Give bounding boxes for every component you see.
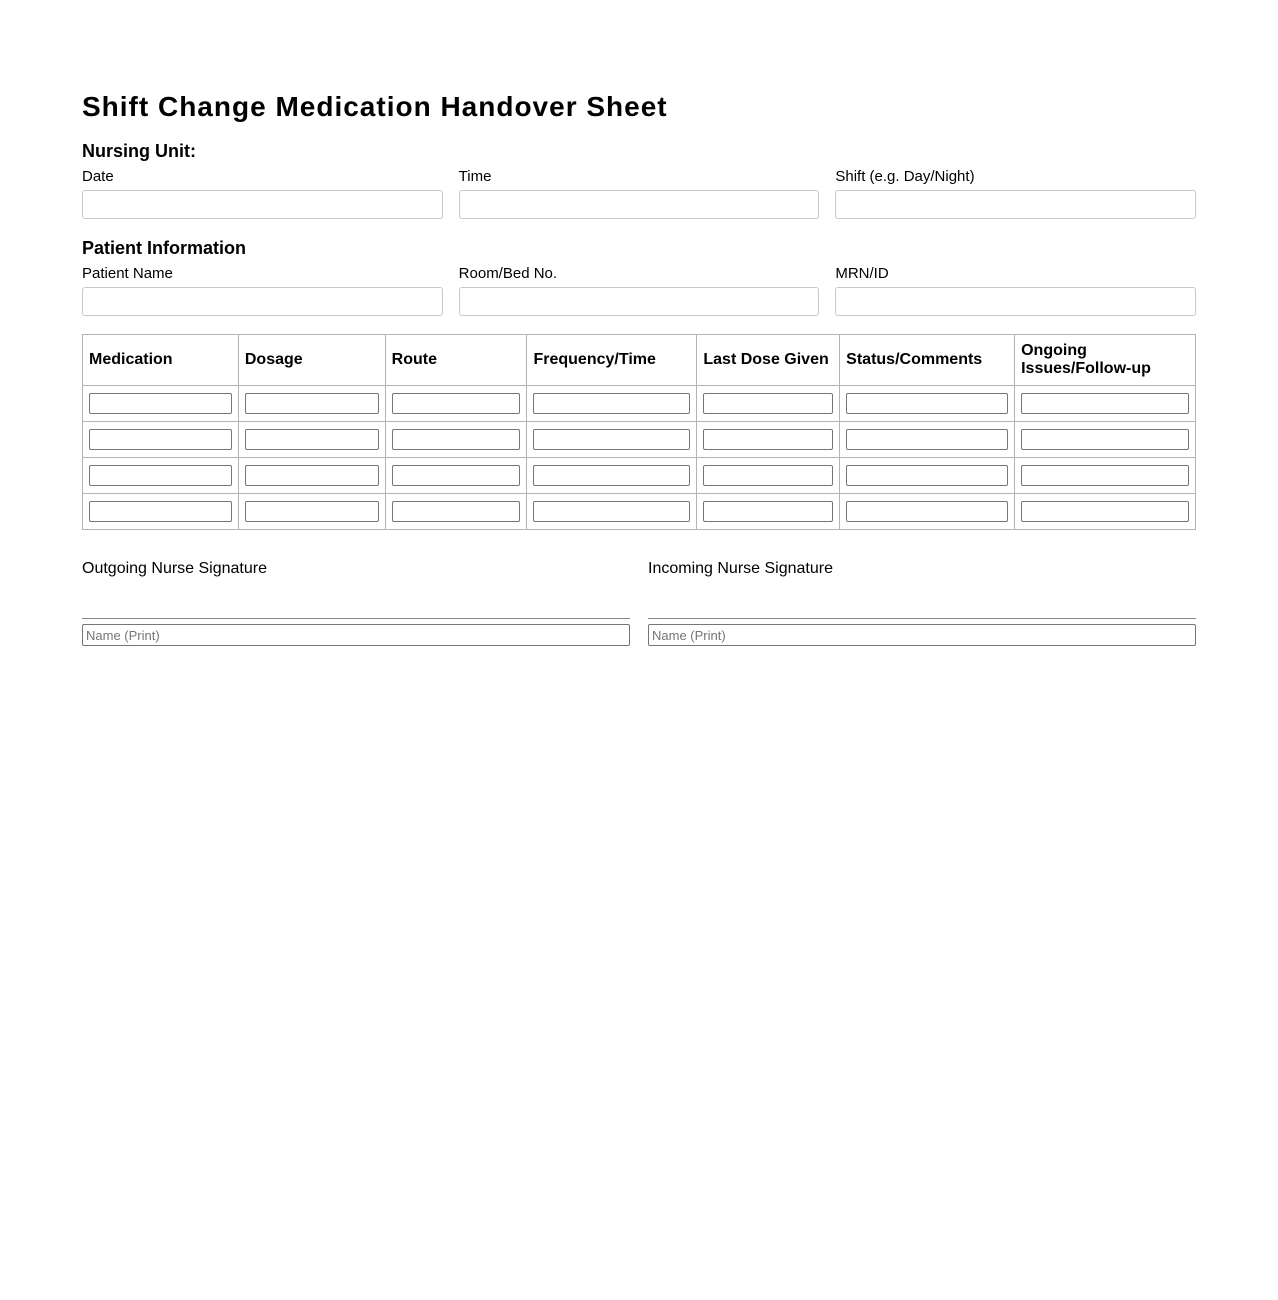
last-dose-input[interactable] [703,501,833,522]
route-input[interactable] [392,465,521,486]
incoming-signature-block [648,560,1196,646]
last-dose-input[interactable] [703,393,833,414]
table-row [83,422,1196,458]
frequency-input[interactable] [533,393,690,414]
signature-section [82,560,1196,646]
outgoing-signature-label: Outgoing Nurse Signature [82,560,267,577]
shift-input[interactable] [835,190,1196,219]
table-row [83,386,1196,422]
col-header-dosage: Dosage [238,335,385,386]
page-title: Shift Change Medication Handover Sheet [82,91,668,122]
patient-name-input[interactable] [82,287,443,316]
medication-input[interactable] [89,429,232,450]
ongoing-issues-input[interactable] [1021,393,1189,414]
status-input[interactable] [846,393,1008,414]
ongoing-issues-input[interactable] [1021,465,1189,486]
table-row [83,458,1196,494]
status-input[interactable] [846,465,1008,486]
shift-label: Shift (e.g. Day/Night) [835,168,975,185]
time-field-group [459,168,820,219]
status-input[interactable] [846,501,1008,522]
patient-name-field-group [82,265,443,316]
incoming-signature-line[interactable] [648,618,1196,619]
ongoing-issues-input[interactable] [1021,429,1189,450]
date-label: Date [82,168,114,185]
col-header-route: Route [385,335,527,386]
last-dose-input[interactable] [703,465,833,486]
room-bed-input[interactable] [459,287,820,316]
handover-sheet [82,88,1196,646]
date-field-group [82,168,443,219]
route-input[interactable] [392,429,521,450]
incoming-name-input[interactable] [648,624,1196,646]
col-header-frequency: Frequency/Time [527,335,697,386]
medication-input[interactable] [89,501,232,522]
table-header-row [83,335,1196,386]
table-row [83,494,1196,530]
col-header-ongoing-issues: Ongoing Issues/Follow-up [1015,335,1196,386]
mrn-input[interactable] [835,287,1196,316]
incoming-signature-label: Incoming Nurse Signature [648,560,833,577]
outgoing-signature-line[interactable] [82,618,630,619]
medication-table [82,334,1196,530]
medication-input[interactable] [89,465,232,486]
nursing-unit-fields [82,168,1196,219]
patient-info-fields [82,265,1196,316]
dosage-input[interactable] [245,501,379,522]
medication-input[interactable] [89,393,232,414]
frequency-input[interactable] [533,429,690,450]
mrn-field-group [835,265,1196,316]
col-header-last-dose: Last Dose Given [697,335,840,386]
dosage-input[interactable] [245,393,379,414]
route-input[interactable] [392,501,521,522]
last-dose-input[interactable] [703,429,833,450]
col-header-status: Status/Comments [840,335,1015,386]
room-bed-label: Room/Bed No. [458,265,558,282]
col-header-medication: Medication [83,335,239,386]
nursing-unit-heading: Nursing Unit: [82,141,196,161]
frequency-input[interactable] [533,465,690,486]
mrn-label: MRN/ID [835,265,889,282]
status-input[interactable] [846,429,1008,450]
shift-field-group [835,168,1196,219]
route-input[interactable] [392,393,521,414]
outgoing-signature-block [82,560,630,646]
patient-info-heading: Patient Information [82,238,247,258]
patient-name-label: Patient Name [82,265,173,282]
frequency-input[interactable] [533,501,690,522]
time-label: Time [458,168,492,185]
dosage-input[interactable] [245,465,379,486]
dosage-input[interactable] [245,429,379,450]
time-input[interactable] [459,190,820,219]
date-input[interactable] [82,190,443,219]
ongoing-issues-input[interactable] [1021,501,1189,522]
room-bed-field-group [459,265,820,316]
outgoing-name-input[interactable] [82,624,630,646]
